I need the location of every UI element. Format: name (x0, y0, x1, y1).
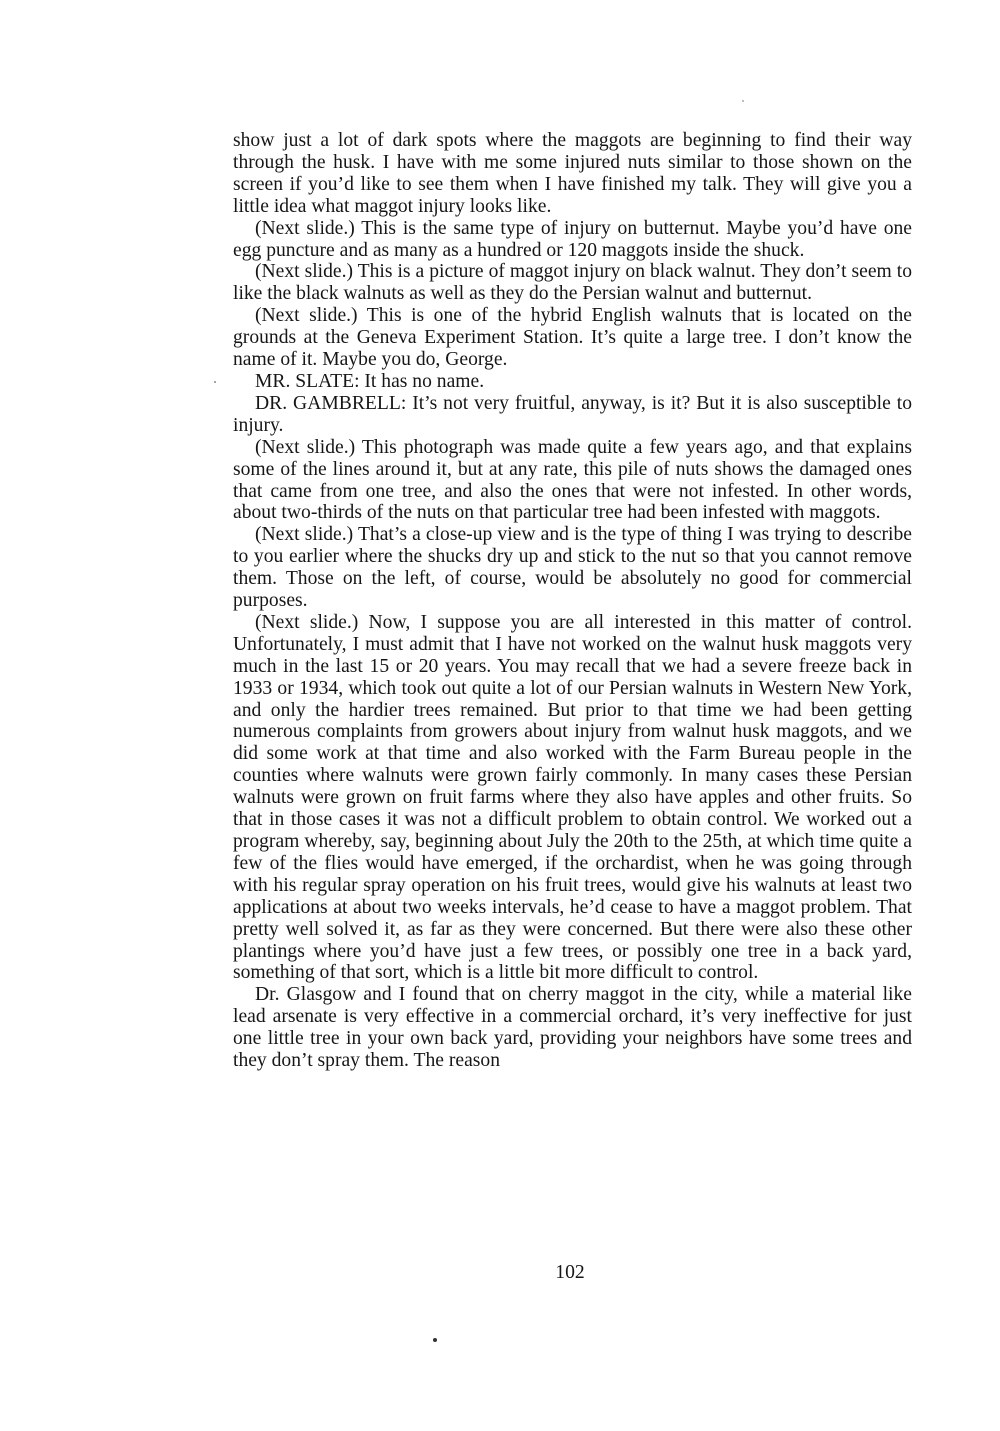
scan-speck (433, 1338, 437, 1342)
paragraph-8: (Next slide.) That’s a close-up view and is the type of thing I was trying to describe to you earlier where the shucks dry up and stick to the nut so that you cannot remove them. Those on the left, of course, would be absolutely no good for commercial purposes. (233, 524, 912, 612)
paragraph-10: Dr. Glasgow and I found that on cherry maggot in the city, while a material like lead arsenate is very effective in a commercial orchard, it’s very ineffective for just one little tree in your own back yard, providing your neighbors have some trees and they don’t spray them. The reason (233, 984, 912, 1072)
paragraph-4: (Next slide.) This is one of the hybrid English walnuts that is located on the grounds at the Geneva Experiment Station. It’s quite a large tree. I don’t know the name of it. Maybe you do, George. (233, 305, 912, 371)
paragraph-2: (Next slide.) This is the same type of injury on butternut. Maybe you’d have one egg puncture and as many as a hundred or 120 maggots inside the shuck. (233, 217, 912, 261)
body-text (233, 130, 912, 1072)
paragraph-3: (Next slide.) This is a picture of maggot injury on black walnut. They don’t seem to like the black walnuts as well as they do the Persian walnut and butternut. (233, 261, 912, 305)
paragraph-1: show just a lot of dark spots where the maggots are beginning to find their way through the husk. I have with me some injured nuts similar to those shown on the screen if you’d like to see them when I have finished my talk. They will give you a little idea what maggot injury looks like. (233, 130, 912, 217)
page-number: 102 (555, 1262, 585, 1283)
paragraph-7: (Next slide.) This photograph was made quite a few years ago, and that explains some of the lines around it, but at any rate, this pile of nuts shows the damaged ones that came from one tree, and also the ones that were not infested. In other words, about two-thirds of the nuts on that particular tree had been infested with maggots. (233, 436, 912, 524)
scan-speck (214, 381, 216, 383)
paragraph-9: (Next slide.) Now, I suppose you are all interested in this matter of control. Unfortunately, I must admit that I have not worked on the walnut husk maggots very much in the last 15 or 20 years. You may recall that we had a severe freeze back in 1933 or 1934, which took out quite a lot of our Persian walnuts in Western New York, and only the hardier trees remained. But prior to that time we had been getting numerous complaints from growers about injury from walnut husk maggots, and we did some work at that time and also worked with the Farm Bureau people in the counties where walnuts were grown fairly commonly. In many cases these Persian walnuts were grown on fruit farms where they also have apples and other fruits. So that in those cases it was not a difficult problem to obtain control. We worked out a program whereby, say, beginning about July the 20th to the 25th, at which time quite a few of the flies would have emerged, if the orchardist, when he was going through with his regular spray operation on his fruit trees, would give his walnuts at least two applications at about two weeks intervals, he’d cease to have a maggot problem. That pretty well solved it, as far as they were concerned. But there were also these other plantings where you’d have just a few trees, or possibly one tree in a back yard, something of that sort, which is a little bit more difficult to control. (233, 611, 912, 984)
scan-speck (742, 100, 744, 102)
paragraph-5: MR. SLATE: It has no name. (255, 370, 485, 392)
paragraph-6: DR. GAMBRELL: It’s not very fruitful, anyway, is it? But it is also susceptible to injury. (233, 392, 912, 436)
